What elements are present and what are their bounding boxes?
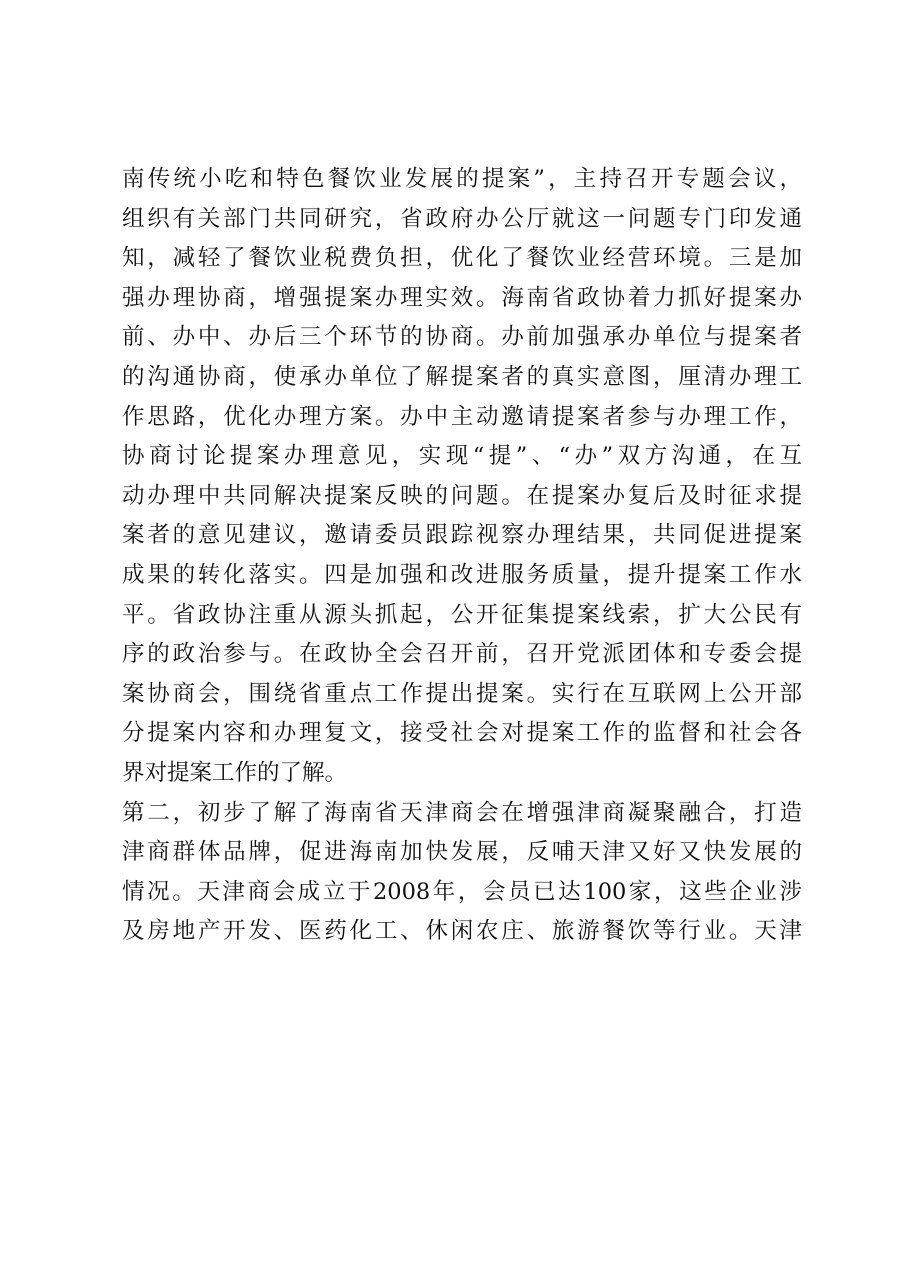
text-line: 动办理中共同解决提案反映的问题。在提案办复后及时征求提 xyxy=(122,482,802,509)
text-line: 及房地产开发、医药化工、休闲农庄、旅游餐饮等行业。天津 xyxy=(122,918,802,945)
text-line: 津商群体品牌，促进海南加快发展，反哺天津又好又快发展的 xyxy=(122,839,802,866)
text-line: 成果的转化落实。四是加强和改进服务质量，提升提案工作水 xyxy=(122,561,802,588)
text-line: 的沟通协商，使承办单位了解提案者的真实意图，厘清办理工 xyxy=(122,363,802,390)
text-line: 知，减轻了餐饮业税费负担，优化了餐饮业经营环境。三是加 xyxy=(122,245,802,272)
text-line: 前、办中、办后三个环节的协商。办前加强承办单位与提案者 xyxy=(122,324,802,351)
text-line: 第二，初步了解了海南省天津商会在增强津商凝聚融合，打造 xyxy=(122,799,802,826)
text-line: 作思路，优化办理方案。办中主动邀请提案者参与办理工作， xyxy=(122,403,802,430)
text-line: 案协商会，围绕省重点工作提出提案。实行在互联网上公开部 xyxy=(122,680,802,707)
text-line: 情况。天津商会成立于2008年，会员已达100家，这些企业涉 xyxy=(122,878,802,905)
text-line: 强办理协商，增强提案办理实效。海南省政协着力抓好提案办 xyxy=(122,284,802,311)
text-line: 协商讨论提案办理意见，实现“提”、“办”双方沟通，在互 xyxy=(122,443,802,470)
text-line: 序的政治参与。在政协全会召开前，召开党派团体和专委会提 xyxy=(122,641,802,668)
text-line: 组织有关部门共同研究，省政府办公厅就这一问题专门印发通 xyxy=(122,205,802,232)
text-line: 分提案内容和办理复文，接受社会对提案工作的监督和社会各 xyxy=(122,720,802,747)
text-line: 平。省政协注重从源头抓起，公开征集提案线索，扩大公民有 xyxy=(122,601,802,628)
paragraph-end-line: 界对提案工作的了解。 xyxy=(122,759,348,786)
text-line: 案者的意见建议，邀请委员跟踪视察办理结果，共同促进提案 xyxy=(122,522,802,549)
text-line: 南传统小吃和特色餐饮业发展的提案”，主持召开专题会议， xyxy=(122,166,802,192)
body-text xyxy=(122,160,802,952)
